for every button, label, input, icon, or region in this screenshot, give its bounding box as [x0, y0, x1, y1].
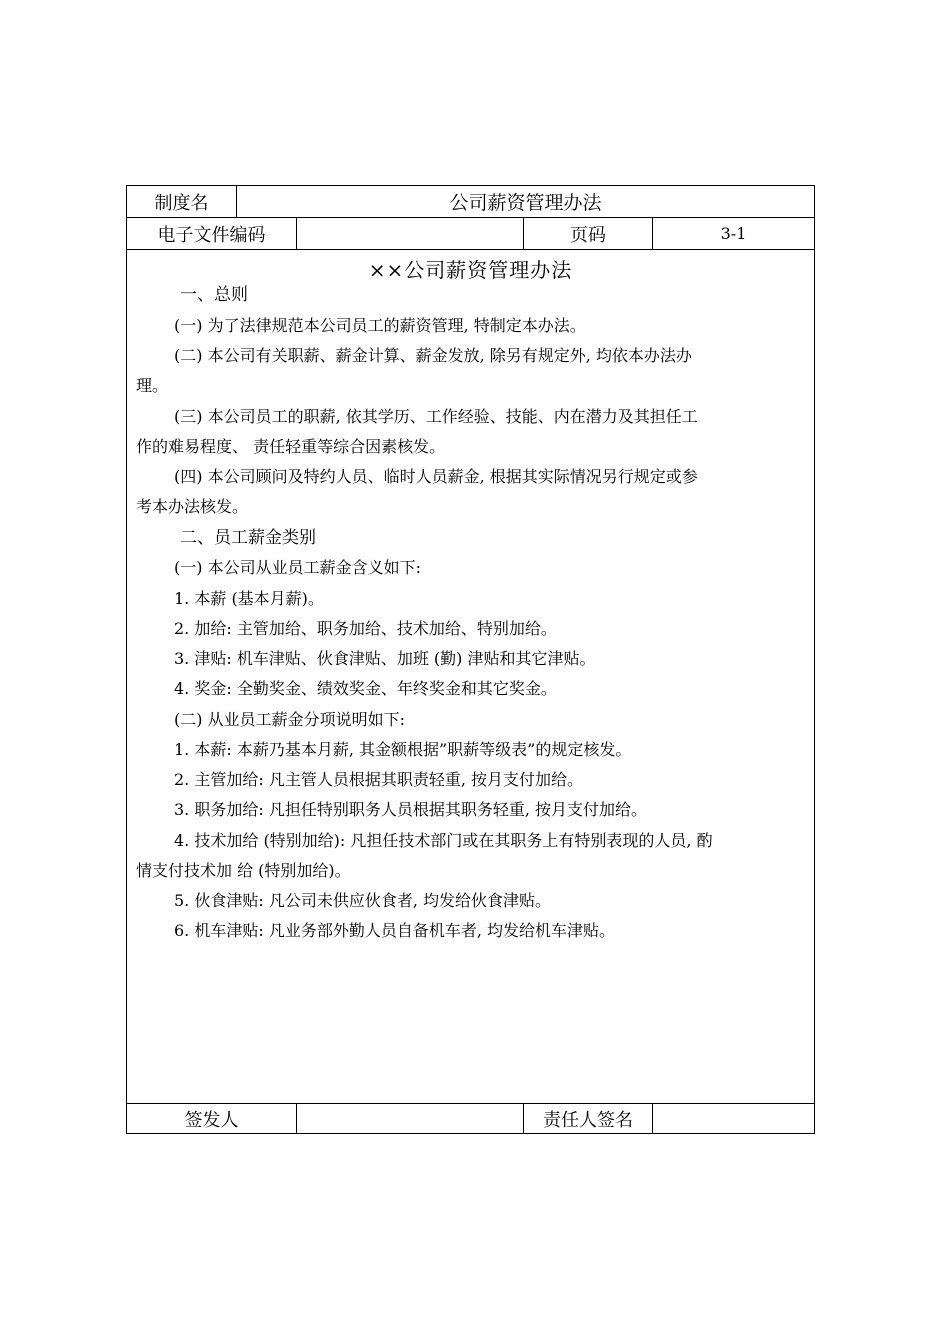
paragraph-line: 情支付技术加 给 (特别加给)。: [136, 861, 351, 880]
paragraph-line: 1. 本薪: 本薪乃基本月薪, 其金额根据”职薪等级表”的规定核发。: [174, 740, 632, 759]
paragraph-line: (一) 为了法律规范本公司员工的薪资管理, 特制定本办法。: [174, 316, 586, 335]
issuer-label: 签发人: [127, 1104, 297, 1133]
responsible-signature-field[interactable]: [653, 1104, 814, 1133]
responsible-label: 责任人签名: [524, 1104, 653, 1133]
document-title: ××公司薪资管理办法: [368, 258, 573, 282]
header-row-code: [127, 218, 814, 250]
paragraph-line: 3. 职务加给: 凡担任特别职务人员根据其职务轻重, 按月支付加给。: [174, 800, 648, 819]
paragraph-line: (一) 本公司从业员工薪金含义如下:: [174, 558, 421, 577]
name-label: 制度名: [127, 186, 237, 217]
paragraph-line: 5. 伙食津贴: 凡公司未供应伙食者, 均发给伙食津贴。: [174, 891, 552, 910]
paragraph-line: 1. 本薪 (基本月薪)。: [174, 589, 324, 608]
paragraph-line: (三) 本公司员工的职薪, 依其学历、工作经验、技能、内在潜力及其担任工: [174, 407, 698, 426]
section-heading: 一、总则: [180, 285, 248, 305]
paragraph-line: 考本办法核发。: [136, 497, 249, 516]
paragraph-line: 3. 津贴: 机车津贴、伙食津贴、加班 (勤) 津贴和其它津贴。: [174, 649, 596, 668]
paragraph-line: (二) 从业员工薪金分项说明如下:: [174, 710, 405, 729]
section-heading: 二、员工薪金类别: [180, 528, 316, 548]
document-body: [127, 250, 814, 1103]
code-value: [297, 218, 524, 249]
paragraph-line: 2. 加给: 主管加给、职务加给、技术加给、特别加给。: [174, 619, 557, 638]
document-table: [126, 185, 815, 1134]
paragraph-line: 6. 机车津贴: 凡业务部外勤人员自备机车者, 均发给机车津贴。: [174, 921, 616, 940]
paragraph-line: 4. 奖金: 全勤奖金、绩效奖金、年终奖金和其它奖金。: [174, 679, 557, 698]
paragraph-line: (二) 本公司有关职薪、薪金计算、薪金发放, 除另有规定外, 均依本办法办: [174, 346, 692, 365]
paragraph-line: 4. 技术加给 (特别加给): 凡担任技术部门或在其职务上有特别表现的人员, 酌: [174, 831, 713, 850]
header-row-name: [127, 186, 814, 218]
name-value: 公司薪资管理办法: [449, 192, 602, 214]
signature-row: [127, 1103, 814, 1133]
paragraph-line: (四) 本公司顾问及特约人员、临时人员薪金, 根据其实际情况另行规定或参: [174, 467, 698, 486]
paragraph-line: 2. 主管加给: 凡主管人员根据其职责轻重, 按月支付加给。: [174, 770, 584, 789]
paragraph-line: 理。: [136, 376, 169, 395]
code-label: 电子文件编码: [127, 218, 297, 249]
paragraph-line: 作的难易程度、 责任轻重等综合因素核发。: [136, 437, 446, 456]
page-value: 3-1: [720, 224, 747, 243]
issuer-field[interactable]: [297, 1104, 524, 1133]
page-label: 页码: [524, 218, 653, 249]
